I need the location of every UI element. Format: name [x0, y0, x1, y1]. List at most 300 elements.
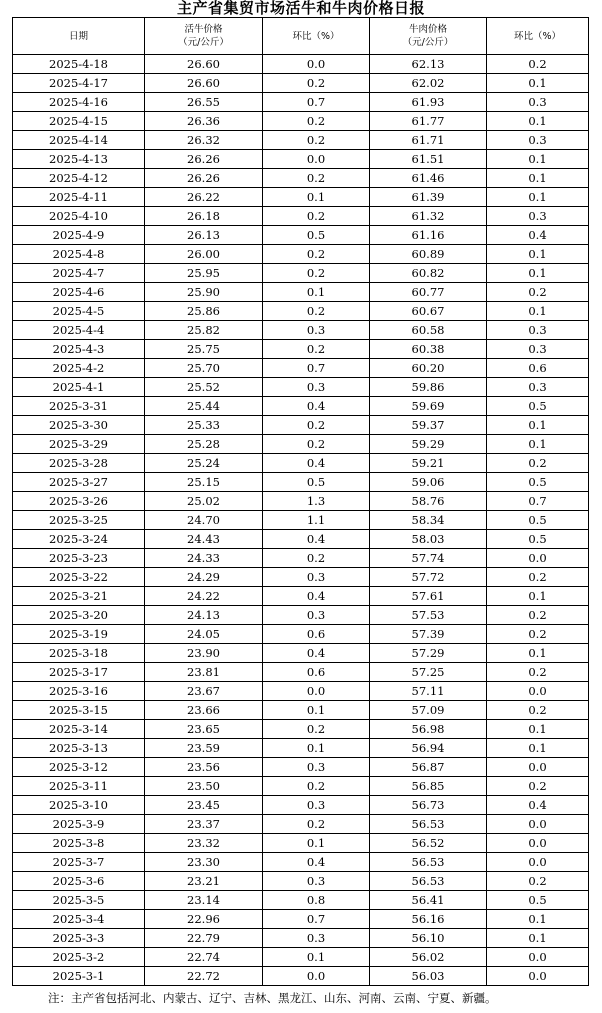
- cell-beef-mom: 0.1: [487, 720, 589, 739]
- table-row: [13, 264, 589, 283]
- cell-date: 2025-3-5: [13, 891, 145, 910]
- cell-date: 2025-3-9: [13, 815, 145, 834]
- cell-cattle-price: 23.90: [145, 644, 263, 663]
- cell-cattle-mom: 0.2: [263, 549, 370, 568]
- cell-beef-price: 56.41: [370, 891, 487, 910]
- table-row: [13, 891, 589, 910]
- cell-cattle-mom: 0.1: [263, 188, 370, 207]
- cell-cattle-price: 25.82: [145, 321, 263, 340]
- header-beef-price-label: 牛肉价格: [408, 24, 447, 35]
- cell-beef-mom: 0.0: [487, 967, 589, 986]
- cell-beef-price: 56.52: [370, 834, 487, 853]
- table-row: [13, 416, 589, 435]
- table-row: [13, 302, 589, 321]
- cell-cattle-mom: 0.3: [263, 929, 370, 948]
- cell-cattle-price: 26.32: [145, 131, 263, 150]
- cell-beef-price: 56.10: [370, 929, 487, 948]
- price-table: [12, 17, 589, 986]
- cell-beef-price: 60.38: [370, 340, 487, 359]
- cell-beef-price: 56.98: [370, 720, 487, 739]
- cell-cattle-mom: 0.2: [263, 207, 370, 226]
- table-row: [13, 150, 589, 169]
- cell-cattle-price: 25.02: [145, 492, 263, 511]
- cell-cattle-mom: 0.1: [263, 701, 370, 720]
- cell-cattle-mom: 0.6: [263, 625, 370, 644]
- cell-cattle-price: 23.81: [145, 663, 263, 682]
- cell-beef-mom: 0.0: [487, 853, 589, 872]
- cell-beef-price: 58.03: [370, 530, 487, 549]
- cell-cattle-mom: 0.3: [263, 568, 370, 587]
- cell-cattle-price: 23.21: [145, 872, 263, 891]
- cell-date: 2025-3-22: [13, 568, 145, 587]
- cell-beef-price: 59.06: [370, 473, 487, 492]
- cell-cattle-price: 26.26: [145, 169, 263, 188]
- cell-beef-price: 57.09: [370, 701, 487, 720]
- table-row: [13, 549, 589, 568]
- cell-beef-mom: 0.0: [487, 758, 589, 777]
- cell-date: 2025-3-16: [13, 682, 145, 701]
- table-row: [13, 207, 589, 226]
- cell-cattle-price: 24.70: [145, 511, 263, 530]
- cell-beef-mom: 0.3: [487, 378, 589, 397]
- table-row: [13, 321, 589, 340]
- cell-date: 2025-3-15: [13, 701, 145, 720]
- cell-cattle-price: 24.22: [145, 587, 263, 606]
- cell-cattle-mom: 0.1: [263, 834, 370, 853]
- cell-cattle-mom: 0.3: [263, 758, 370, 777]
- cell-cattle-mom: 0.3: [263, 606, 370, 625]
- cell-beef-price: 60.67: [370, 302, 487, 321]
- table-row: [13, 568, 589, 587]
- cell-beef-mom: 0.2: [487, 777, 589, 796]
- table-row: [13, 720, 589, 739]
- cell-date: 2025-3-18: [13, 644, 145, 663]
- cell-cattle-price: 25.24: [145, 454, 263, 473]
- cell-date: 2025-4-13: [13, 150, 145, 169]
- cell-cattle-mom: 0.4: [263, 644, 370, 663]
- cell-beef-price: 56.73: [370, 796, 487, 815]
- cell-date: 2025-3-14: [13, 720, 145, 739]
- cell-cattle-price: 24.13: [145, 606, 263, 625]
- cell-cattle-price: 25.86: [145, 302, 263, 321]
- cell-beef-mom: 0.1: [487, 150, 589, 169]
- cell-cattle-mom: 0.1: [263, 948, 370, 967]
- cell-cattle-price: 24.29: [145, 568, 263, 587]
- cell-cattle-mom: 0.2: [263, 815, 370, 834]
- cell-beef-mom: 0.3: [487, 131, 589, 150]
- cell-beef-price: 57.72: [370, 568, 487, 587]
- cell-date: 2025-3-31: [13, 397, 145, 416]
- cell-beef-price: 57.53: [370, 606, 487, 625]
- cell-cattle-price: 25.70: [145, 359, 263, 378]
- header-date: 日期: [13, 18, 145, 55]
- cell-date: 2025-4-16: [13, 93, 145, 112]
- table-row: [13, 739, 589, 758]
- table-row: [13, 188, 589, 207]
- cell-date: 2025-4-10: [13, 207, 145, 226]
- cell-cattle-mom: 0.4: [263, 397, 370, 416]
- cell-beef-mom: 0.7: [487, 492, 589, 511]
- table-row: [13, 682, 589, 701]
- cell-date: 2025-3-11: [13, 777, 145, 796]
- table-row: [13, 606, 589, 625]
- cell-cattle-mom: 0.1: [263, 283, 370, 302]
- cell-cattle-mom: 0.2: [263, 302, 370, 321]
- cell-cattle-price: 26.55: [145, 93, 263, 112]
- table-row: [13, 169, 589, 188]
- cell-cattle-mom: 0.8: [263, 891, 370, 910]
- cell-cattle-mom: 0.2: [263, 131, 370, 150]
- cell-cattle-price: 22.96: [145, 910, 263, 929]
- cell-cattle-mom: 0.6: [263, 663, 370, 682]
- cell-cattle-mom: 0.1: [263, 739, 370, 758]
- cell-date: 2025-3-8: [13, 834, 145, 853]
- cell-beef-mom: 0.0: [487, 815, 589, 834]
- cell-date: 2025-3-21: [13, 587, 145, 606]
- cell-cattle-price: 26.18: [145, 207, 263, 226]
- header-cattle-mom: 环比（%）: [263, 18, 370, 55]
- cell-beef-mom: 0.1: [487, 929, 589, 948]
- cell-date: 2025-3-19: [13, 625, 145, 644]
- cell-date: 2025-4-5: [13, 302, 145, 321]
- cell-beef-price: 56.53: [370, 872, 487, 891]
- cell-beef-price: 56.53: [370, 815, 487, 834]
- header-cattle-price-unit: （元/公斤）: [178, 37, 229, 48]
- cell-beef-mom: 0.2: [487, 454, 589, 473]
- table-row: [13, 530, 589, 549]
- table-row: [13, 93, 589, 112]
- cell-beef-mom: 0.1: [487, 416, 589, 435]
- table-header-row: [13, 18, 589, 55]
- cell-date: 2025-4-6: [13, 283, 145, 302]
- cell-beef-price: 57.39: [370, 625, 487, 644]
- cell-beef-price: 57.74: [370, 549, 487, 568]
- cell-cattle-price: 23.30: [145, 853, 263, 872]
- cell-date: 2025-4-1: [13, 378, 145, 397]
- cell-cattle-mom: 0.4: [263, 530, 370, 549]
- cell-beef-mom: 0.5: [487, 530, 589, 549]
- cell-beef-price: 61.46: [370, 169, 487, 188]
- table-row: [13, 758, 589, 777]
- table-row: [13, 340, 589, 359]
- cell-beef-price: 57.25: [370, 663, 487, 682]
- cell-beef-price: 62.13: [370, 55, 487, 74]
- cell-beef-mom: 0.3: [487, 321, 589, 340]
- cell-beef-mom: 0.1: [487, 245, 589, 264]
- cell-cattle-price: 26.60: [145, 74, 263, 93]
- cell-beef-mom: 0.6: [487, 359, 589, 378]
- cell-cattle-mom: 0.0: [263, 55, 370, 74]
- cell-date: 2025-4-17: [13, 74, 145, 93]
- cell-cattle-price: 25.33: [145, 416, 263, 435]
- cell-date: 2025-3-1: [13, 967, 145, 986]
- cell-date: 2025-3-3: [13, 929, 145, 948]
- cell-beef-price: 58.34: [370, 511, 487, 530]
- cell-cattle-price: 26.13: [145, 226, 263, 245]
- cell-cattle-price: 23.32: [145, 834, 263, 853]
- cell-beef-price: 56.53: [370, 853, 487, 872]
- cell-cattle-mom: 0.2: [263, 245, 370, 264]
- cell-cattle-mom: 0.2: [263, 777, 370, 796]
- cell-date: 2025-3-7: [13, 853, 145, 872]
- cell-beef-price: 56.03: [370, 967, 487, 986]
- cell-beef-mom: 0.5: [487, 473, 589, 492]
- cell-cattle-price: 23.45: [145, 796, 263, 815]
- report-title: 主产省集贸市场活牛和牛肉价格日报: [176, 0, 425, 17]
- cell-beef-price: 61.71: [370, 131, 487, 150]
- cell-date: 2025-4-8: [13, 245, 145, 264]
- table-row: [13, 948, 589, 967]
- cell-cattle-price: 26.60: [145, 55, 263, 74]
- cell-beef-price: 61.93: [370, 93, 487, 112]
- cell-beef-mom: 0.1: [487, 644, 589, 663]
- cell-beef-price: 58.76: [370, 492, 487, 511]
- cell-beef-price: 60.82: [370, 264, 487, 283]
- cell-beef-mom: 0.3: [487, 93, 589, 112]
- cell-cattle-mom: 0.5: [263, 226, 370, 245]
- cell-cattle-mom: 0.4: [263, 853, 370, 872]
- table-row: [13, 777, 589, 796]
- cell-beef-price: 56.94: [370, 739, 487, 758]
- cell-cattle-mom: 0.2: [263, 169, 370, 188]
- cell-beef-mom: 0.4: [487, 226, 589, 245]
- cell-cattle-price: 25.95: [145, 264, 263, 283]
- table-row: [13, 511, 589, 530]
- cell-cattle-mom: 0.4: [263, 454, 370, 473]
- table-row: [13, 131, 589, 150]
- cell-beef-price: 56.16: [370, 910, 487, 929]
- cell-beef-mom: 0.1: [487, 587, 589, 606]
- cell-beef-mom: 0.5: [487, 891, 589, 910]
- table-row: [13, 872, 589, 891]
- cell-date: 2025-4-7: [13, 264, 145, 283]
- cell-date: 2025-4-3: [13, 340, 145, 359]
- cell-beef-mom: 0.2: [487, 872, 589, 891]
- header-beef-price-unit: （元/公斤）: [402, 37, 454, 48]
- cell-beef-mom: 0.1: [487, 302, 589, 321]
- cell-date: 2025-3-30: [13, 416, 145, 435]
- cell-cattle-mom: 0.2: [263, 264, 370, 283]
- cell-beef-mom: 0.2: [487, 606, 589, 625]
- cell-date: 2025-3-24: [13, 530, 145, 549]
- cell-cattle-mom: 0.7: [263, 93, 370, 112]
- cell-beef-price: 61.77: [370, 112, 487, 131]
- cell-cattle-mom: 0.5: [263, 473, 370, 492]
- table-row: [13, 397, 589, 416]
- table-row: [13, 796, 589, 815]
- cell-beef-price: 60.20: [370, 359, 487, 378]
- cell-cattle-price: 26.00: [145, 245, 263, 264]
- cell-beef-price: 61.16: [370, 226, 487, 245]
- cell-beef-mom: 0.4: [487, 796, 589, 815]
- table-row: [13, 910, 589, 929]
- cell-beef-mom: 0.5: [487, 511, 589, 530]
- table-row: [13, 359, 589, 378]
- cell-beef-price: 59.37: [370, 416, 487, 435]
- cell-cattle-price: 24.05: [145, 625, 263, 644]
- cell-cattle-price: 23.65: [145, 720, 263, 739]
- cell-date: 2025-3-27: [13, 473, 145, 492]
- cell-date: 2025-3-12: [13, 758, 145, 777]
- cell-cattle-price: 25.44: [145, 397, 263, 416]
- table-row: [13, 283, 589, 302]
- cell-cattle-price: 25.75: [145, 340, 263, 359]
- cell-cattle-mom: 0.3: [263, 796, 370, 815]
- table-row: [13, 853, 589, 872]
- cell-beef-price: 61.39: [370, 188, 487, 207]
- table-row: [13, 815, 589, 834]
- cell-cattle-price: 26.22: [145, 188, 263, 207]
- cell-beef-mom: 0.2: [487, 283, 589, 302]
- header-cattle-price-label: 活牛价格: [184, 24, 223, 35]
- cell-date: 2025-4-2: [13, 359, 145, 378]
- table-row: [13, 55, 589, 74]
- cell-cattle-mom: 0.2: [263, 416, 370, 435]
- cell-date: 2025-3-26: [13, 492, 145, 511]
- cell-beef-price: 57.11: [370, 682, 487, 701]
- cell-beef-price: 57.29: [370, 644, 487, 663]
- table-row: [13, 492, 589, 511]
- table-row: [13, 226, 589, 245]
- cell-beef-mom: 0.1: [487, 910, 589, 929]
- cell-date: 2025-4-18: [13, 55, 145, 74]
- cell-cattle-price: 22.79: [145, 929, 263, 948]
- cell-beef-mom: 0.0: [487, 948, 589, 967]
- cell-beef-price: 56.02: [370, 948, 487, 967]
- cell-beef-price: 62.02: [370, 74, 487, 93]
- cell-cattle-mom: 0.4: [263, 587, 370, 606]
- cell-date: 2025-3-6: [13, 872, 145, 891]
- cell-date: 2025-4-14: [13, 131, 145, 150]
- header-cattle-price: [145, 18, 263, 55]
- cell-cattle-mom: 0.2: [263, 112, 370, 131]
- cell-beef-price: 59.21: [370, 454, 487, 473]
- cell-beef-price: 59.86: [370, 378, 487, 397]
- table-row: [13, 112, 589, 131]
- table-row: [13, 701, 589, 720]
- cell-beef-mom: 0.3: [487, 340, 589, 359]
- cell-cattle-mom: 0.3: [263, 378, 370, 397]
- cell-beef-price: 60.77: [370, 283, 487, 302]
- cell-beef-price: 59.29: [370, 435, 487, 454]
- cell-cattle-price: 23.56: [145, 758, 263, 777]
- cell-beef-mom: 0.1: [487, 74, 589, 93]
- cell-beef-mom: 0.0: [487, 834, 589, 853]
- cell-date: 2025-3-29: [13, 435, 145, 454]
- cell-date: 2025-3-23: [13, 549, 145, 568]
- cell-beef-mom: 0.1: [487, 169, 589, 188]
- table-row: [13, 454, 589, 473]
- cell-beef-mom: 0.1: [487, 112, 589, 131]
- cell-cattle-price: 26.36: [145, 112, 263, 131]
- footnote: 注：主产省包括河北、内蒙古、辽宁、吉林、黑龙江、山东、河南、云南、宁夏、新疆。: [48, 991, 497, 1005]
- cell-date: 2025-3-10: [13, 796, 145, 815]
- cell-cattle-mom: 0.2: [263, 340, 370, 359]
- table-row: [13, 644, 589, 663]
- cell-beef-mom: 0.5: [487, 397, 589, 416]
- cell-date: 2025-4-4: [13, 321, 145, 340]
- cell-beef-price: 56.85: [370, 777, 487, 796]
- cell-cattle-price: 23.37: [145, 815, 263, 834]
- cell-beef-mom: 0.2: [487, 701, 589, 720]
- table-body: [13, 55, 589, 986]
- table-row: [13, 625, 589, 644]
- cell-beef-price: 57.61: [370, 587, 487, 606]
- table-row: [13, 245, 589, 264]
- cell-cattle-mom: 0.2: [263, 74, 370, 93]
- cell-cattle-mom: 0.2: [263, 720, 370, 739]
- table-row: [13, 435, 589, 454]
- cell-beef-price: 60.58: [370, 321, 487, 340]
- cell-date: 2025-3-13: [13, 739, 145, 758]
- cell-date: 2025-4-9: [13, 226, 145, 245]
- cell-beef-price: 59.69: [370, 397, 487, 416]
- cell-date: 2025-4-15: [13, 112, 145, 131]
- header-beef-price: [370, 18, 487, 55]
- cell-cattle-mom: 0.7: [263, 910, 370, 929]
- cell-cattle-price: 25.15: [145, 473, 263, 492]
- cell-cattle-mom: 0.3: [263, 872, 370, 891]
- cell-cattle-price: 24.33: [145, 549, 263, 568]
- cell-date: 2025-3-17: [13, 663, 145, 682]
- cell-beef-price: 56.87: [370, 758, 487, 777]
- cell-cattle-price: 22.74: [145, 948, 263, 967]
- table-row: [13, 74, 589, 93]
- cell-cattle-mom: 0.0: [263, 150, 370, 169]
- table-row: [13, 929, 589, 948]
- cell-beef-price: 60.89: [370, 245, 487, 264]
- table-row: [13, 663, 589, 682]
- cell-cattle-price: 22.72: [145, 967, 263, 986]
- cell-beef-price: 61.51: [370, 150, 487, 169]
- cell-date: 2025-4-12: [13, 169, 145, 188]
- cell-date: 2025-3-25: [13, 511, 145, 530]
- table-row: [13, 967, 589, 986]
- table-row: [13, 834, 589, 853]
- cell-beef-mom: 0.2: [487, 55, 589, 74]
- cell-cattle-mom: 0.0: [263, 682, 370, 701]
- cell-cattle-mom: 1.1: [263, 511, 370, 530]
- cell-cattle-mom: 0.7: [263, 359, 370, 378]
- table-row: [13, 587, 589, 606]
- cell-beef-mom: 0.1: [487, 264, 589, 283]
- cell-cattle-price: 23.50: [145, 777, 263, 796]
- cell-beef-mom: 0.1: [487, 739, 589, 758]
- header-beef-mom: 环比（%）: [487, 18, 589, 55]
- cell-beef-price: 61.32: [370, 207, 487, 226]
- cell-beef-mom: 0.0: [487, 549, 589, 568]
- cell-beef-mom: 0.3: [487, 207, 589, 226]
- cell-beef-mom: 0.2: [487, 568, 589, 587]
- cell-beef-mom: 0.2: [487, 625, 589, 644]
- cell-cattle-price: 25.28: [145, 435, 263, 454]
- cell-date: 2025-3-20: [13, 606, 145, 625]
- cell-cattle-price: 24.43: [145, 530, 263, 549]
- cell-cattle-price: 25.52: [145, 378, 263, 397]
- cell-cattle-price: 25.90: [145, 283, 263, 302]
- cell-cattle-price: 23.59: [145, 739, 263, 758]
- cell-cattle-price: 23.14: [145, 891, 263, 910]
- cell-cattle-mom: 0.0: [263, 967, 370, 986]
- cell-beef-mom: 0.1: [487, 435, 589, 454]
- cell-beef-mom: 0.1: [487, 188, 589, 207]
- cell-cattle-mom: 1.3: [263, 492, 370, 511]
- cell-cattle-price: 23.66: [145, 701, 263, 720]
- table-row: [13, 473, 589, 492]
- cell-date: 2025-3-2: [13, 948, 145, 967]
- cell-beef-mom: 0.2: [487, 663, 589, 682]
- cell-date: 2025-3-28: [13, 454, 145, 473]
